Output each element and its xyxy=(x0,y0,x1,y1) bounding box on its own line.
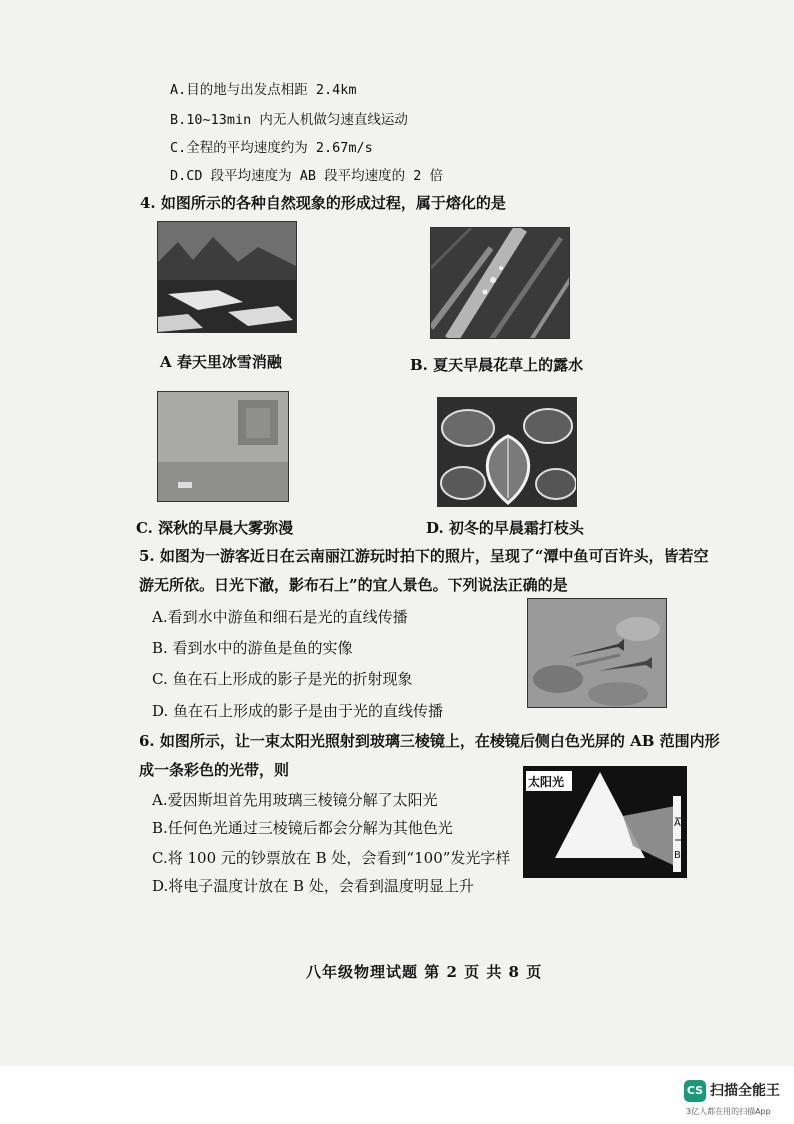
q4-caption-a: A 春天里冰雪消融 xyxy=(160,353,282,371)
q3-option-c: C.全程的平均速度约为 2.67m/s xyxy=(170,140,373,156)
camscanner-logo: CS xyxy=(684,1080,706,1102)
q6-option-d: D.将电子温度计放在 B 处，会看到温度明显上升 xyxy=(152,877,474,895)
q5-stem-line2: 游无所依。日光下澈，影布石上”的宜人景色。下列说法正确的是 xyxy=(139,576,568,594)
q6-prism-figure xyxy=(523,766,687,878)
q4-caption-d: D. 初冬的早晨霜打枝头 xyxy=(426,519,584,537)
q4-photo-d-frost-on-leaves xyxy=(437,397,577,507)
q5-photo-fish xyxy=(527,598,667,708)
q4-caption-b: B. 夏天早晨花草上的露水 xyxy=(410,356,584,374)
q5-option-d: D. 鱼在石上形成的影子是由于光的直线传播 xyxy=(152,702,444,720)
q4-caption-c: C. 深秋的早晨大雾弥漫 xyxy=(136,519,294,537)
q3-option-a: A.目的地与出发点相距 2.4km xyxy=(170,82,357,98)
q6-label-a: A xyxy=(674,818,681,829)
q3-option-b: B.10~13min 内无人机做匀速直线运动 xyxy=(170,112,408,128)
q3-option-d: D.CD 段平均速度为 AB 段平均速度的 2 倍 xyxy=(170,168,444,184)
q4-photo-b-dew-on-grass xyxy=(430,227,570,339)
page-footer: 八年级物理试题 第 2 页 共 8 页 xyxy=(306,963,543,981)
camscanner-tagline: 3亿人都在用的扫描App xyxy=(686,1107,771,1116)
q6-stem-line1: 6. 如图所示，让一束太阳光照射到玻璃三棱镜上，在棱镜后侧白色光屏的 AB 范围内形 xyxy=(139,732,720,750)
q5-stem-line1: 5. 如图为一游客近日在云南丽江游玩时拍下的照片，呈现了“潭中鱼可百许头，皆若空 xyxy=(139,547,709,565)
q4-photo-c-fog xyxy=(157,391,289,502)
q6-option-a: A.爱因斯坦首先用玻璃三棱镜分解了太阳光 xyxy=(152,791,438,809)
camscanner-name: 扫描全能王 xyxy=(710,1083,780,1099)
q6-stem-line2: 成一条彩色的光带，则 xyxy=(139,761,290,779)
q5-option-a: A.看到水中游鱼和细石是光的直线传播 xyxy=(152,608,408,626)
q4-stem: 4. 如图所示的各种自然现象的形成过程，属于熔化的是 xyxy=(140,194,506,212)
q5-option-c: C. 鱼在石上形成的影子是光的折射现象 xyxy=(152,670,413,688)
q5-option-b: B. 看到水中的游鱼是鱼的实像 xyxy=(152,639,353,657)
q6-option-c: C.将 100 元的钞票放在 B 处，会看到“100”发光字样 xyxy=(152,849,511,867)
q4-photo-a-melting-ice xyxy=(157,221,297,333)
q6-label-b: B xyxy=(674,850,681,861)
q6-label-sunlight: 太阳光 xyxy=(528,775,565,789)
q6-option-b: B.任何色光通过三棱镜后都会分解为其他色光 xyxy=(152,819,453,837)
